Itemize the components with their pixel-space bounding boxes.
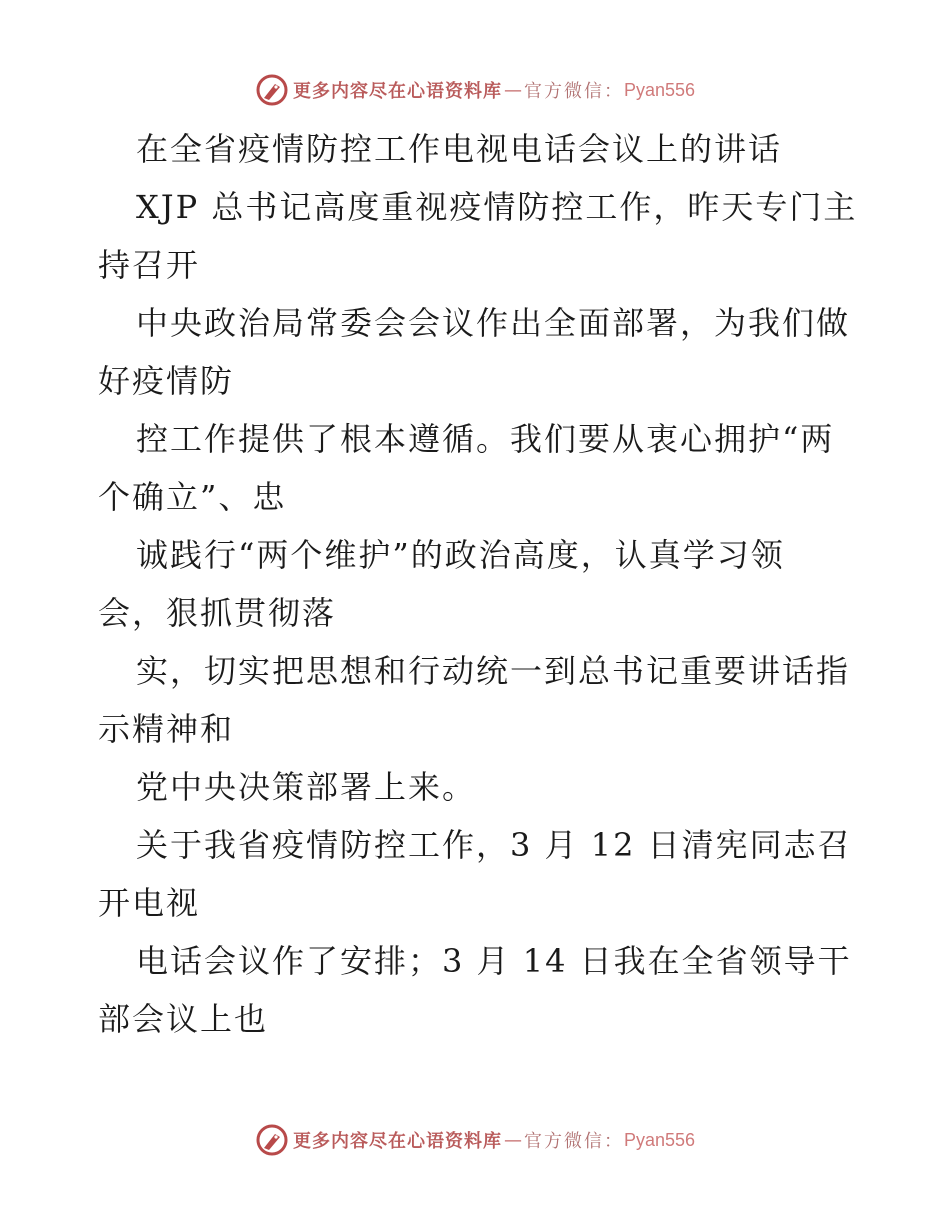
banner-wechat-id: Pyan556 xyxy=(623,79,696,100)
text-line: 中央政治局常委会会议作出全面部署，为我们做 xyxy=(136,304,851,342)
text-line: 好疫情防 xyxy=(98,362,235,400)
text-line: 部会议上也 xyxy=(98,1000,269,1038)
text-line: XJP 总书记高度重视疫情防控工作，昨天专门主 xyxy=(136,188,858,226)
text-line: 在全省疫情防控工作电视电话会议上的讲话 xyxy=(136,130,783,168)
banner-brand-text: 更多内容尽在心语资料库 xyxy=(292,1131,502,1152)
text-line: 会，狠抓贯彻落 xyxy=(98,594,337,632)
text-line: 持召开 xyxy=(98,246,201,284)
text-line: 电话会议作了安排；3 月 14 日我在全省领导干 xyxy=(136,942,852,980)
text-line: 个确立”、忠 xyxy=(98,478,287,516)
banner-separator: — xyxy=(503,1129,522,1151)
footer-banner xyxy=(0,1120,950,1160)
text-line: 实，切实把思想和行动统一到总书记重要讲话指 xyxy=(136,652,851,690)
banner-separator: — xyxy=(503,79,522,101)
document-body xyxy=(98,120,868,1048)
banner-wechat-label: 官方微信： xyxy=(523,1131,624,1152)
text-line: 示精神和 xyxy=(98,710,235,748)
pen-nib-logo-icon xyxy=(255,73,289,107)
text-line: 开电视 xyxy=(98,884,201,922)
header-banner xyxy=(0,70,950,110)
text-line: 关于我省疫情防控工作，3 月 12 日清宪同志召 xyxy=(136,826,852,864)
pen-nib-logo-icon xyxy=(255,1123,289,1157)
text-line: 党中央决策部署上来。 xyxy=(136,768,477,806)
text-line: 诚践行“两个维护”的政治高度，认真学习领 xyxy=(136,536,785,574)
banner-wechat-id: Pyan556 xyxy=(623,1129,696,1150)
text-line: 控工作提供了根本遵循。我们要从衷心拥护“两 xyxy=(136,420,835,458)
banner-brand-text: 更多内容尽在心语资料库 xyxy=(292,81,502,102)
banner-wechat-label: 官方微信： xyxy=(523,81,624,102)
